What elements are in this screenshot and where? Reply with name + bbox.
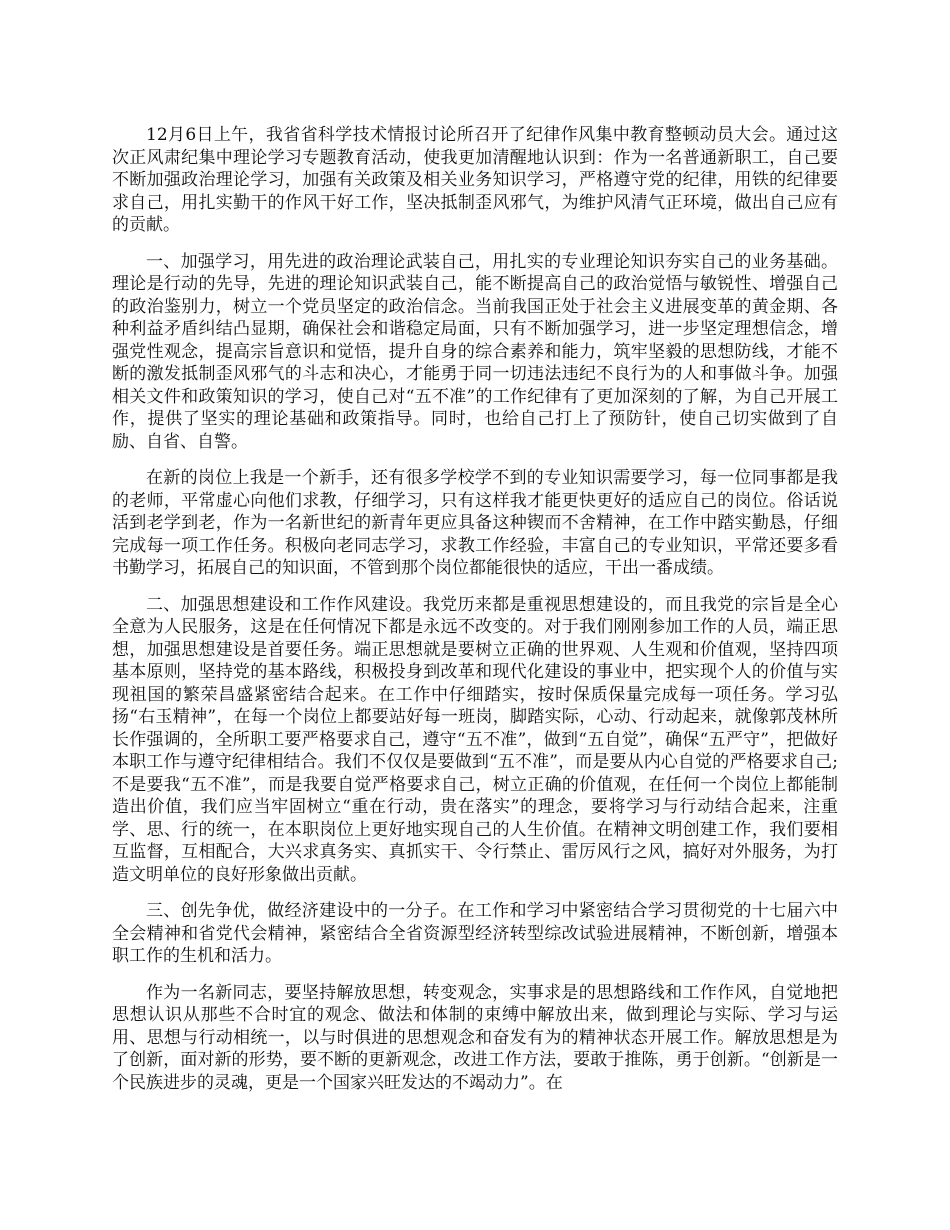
paragraph-new-post: 在新的岗位上我是一个新手，还有很多学校学不到的专业知识需要学习，每一位同事都是我的老师，平常虚心向他们求教，仔细学习，只有这样我才能更快更好的适应自己的岗位。俗话说活到老学到老，作为一名新世纪的新青年更应具备这种锲而不舍精神，在工作中踏实勤恳，仔细完成每一项工作任务。积极向老同志学习，求教工作经验，丰富自己的专业知识，平常还要多看书勤学习，拓展自己的知识面，不管到那个岗位都能很快的适应，干出一番成绩。 — [112, 468, 838, 578]
paragraph-intro: 12月6日上午，我省省科学技术情报讨论所召开了纪律作风集中教育整顿动员大会。通过这次正风肃纪集中理论学习专题教育活动，使我更加清醒地认识到：作为一名普通新职工，自己要不断加强政治理论学习，加强有关政策及相关业务知识学习，严格遵守党的纪律，用铁的纪律要求自己，用扎实勤干的作风干好工作，坚决抵制歪风邪气，为维护风清气正环境，做出自己应有的贡献。 — [112, 125, 838, 235]
document-body — [112, 124, 838, 1108]
paragraph-section-three: 三、创先争优，做经济建设中的一分子。在工作和学习中紧密结合学习贯彻党的十七届六中全会精神和省党代会精神，紧密结合全省资源型经济转型综改试验进展精神，不断创新，增强本职工作的生机和活力。 — [112, 901, 838, 966]
paragraph-section-two: 二、加强思想建设和工作作风建设。我党历来都是重视思想建设的，而且我党的宗旨是全心全意为人民服务，这是在任何情况下都是永远不改变的。对于我们刚刚参加工作的人员，端正思想，加强思想建设是首要任务。端正思想就是要树立正确的世界观、人生观和价值观，坚持四项基本原则，坚持党的基本路线，积极投身到改革和现代化建设的事业中，把实现个人的价值与实现祖国的繁荣昌盛紧密结合起来。在工作中仔细踏实，按时保质保量完成每一项任务。学习弘扬“右玉精神”，在每一个岗位上都要站好每一班岗，脚踏实际，心动、行动起来，就像郭茂林所长作强调的，全所职工要严格要求自己，遵守“五不准”，做到“五自觉”，确保“五严守”，把做好本职工作与遵守纪律相结合。我们不仅仅是要做到“五不准”，而是要从内心自觉的严格要求自己;不是要我“五不准”，而是我要自觉严格要求自己，树立正确的价值观，在任何一个岗位上都能制造出价值，我们应当牢固树立“重在行动，贵在落实”的理念，要将学习与行动结合起来，注重学、思、行的统一，在本职岗位上更好地实现自己的人生价值。在精神文明创建工作，我们要相互监督，互相配合，大兴求真务实、真抓实干、令行禁止、雷厉风行之风，搞好对外服务，为打造文明单位的良好形象做出贡献。 — [112, 594, 838, 885]
paragraph-new-comrade: 作为一名新同志，要坚持解放思想，转变观念，实事求是的思想路线和工作作风，自觉地把思想认识从那些不合时宜的观念、做法和体制的束缚中解放出来，做到理论与实际、学习与运用、思想与行动相统一，以与时俱进的思想观念和奋发有为的精神状态开展工作。解放思想是为了创新，面对新的形势，要不断的更新观念，改进工作方法，要敢于推陈，勇于创新。“创新是一个民族进步的灵魂，更是一个国家兴旺发达的不竭动力”。在 — [112, 982, 838, 1093]
paragraph-section-one: 一、加强学习，用先进的政治理论武装自己，用扎实的专业理论知识夯实自己的业务基础。理论是行动的先导，先进的理论知识武装自己，能不断提高自己的政治觉悟与敏锐性、增强自己的政治鉴别力，树立一个党员坚定的政治信念。当前我国正处于社会主义进展变革的黄金期、各种利益矛盾纠结凸显期，确保社会和谐稳定局面，只有不断加强学习，进一步坚定理想信念，增强党性观念，提高宗旨意识和觉悟，提升自身的综合素养和能力，筑牢坚毅的思想防线，才能不断的激发抵制歪风邪气的斗志和决心，才能勇于同一切违法违纪不良行为的人和事做斗争。加强相关文件和政策知识的学习，使自己对“五不准”的工作纪律有了更加深刻的了解，为自己开展工作，提供了坚实的理论基础和政策指导。同时，也给自己打上了预防针，使自己切实做到了自励、自省、自警。 — [112, 251, 838, 452]
